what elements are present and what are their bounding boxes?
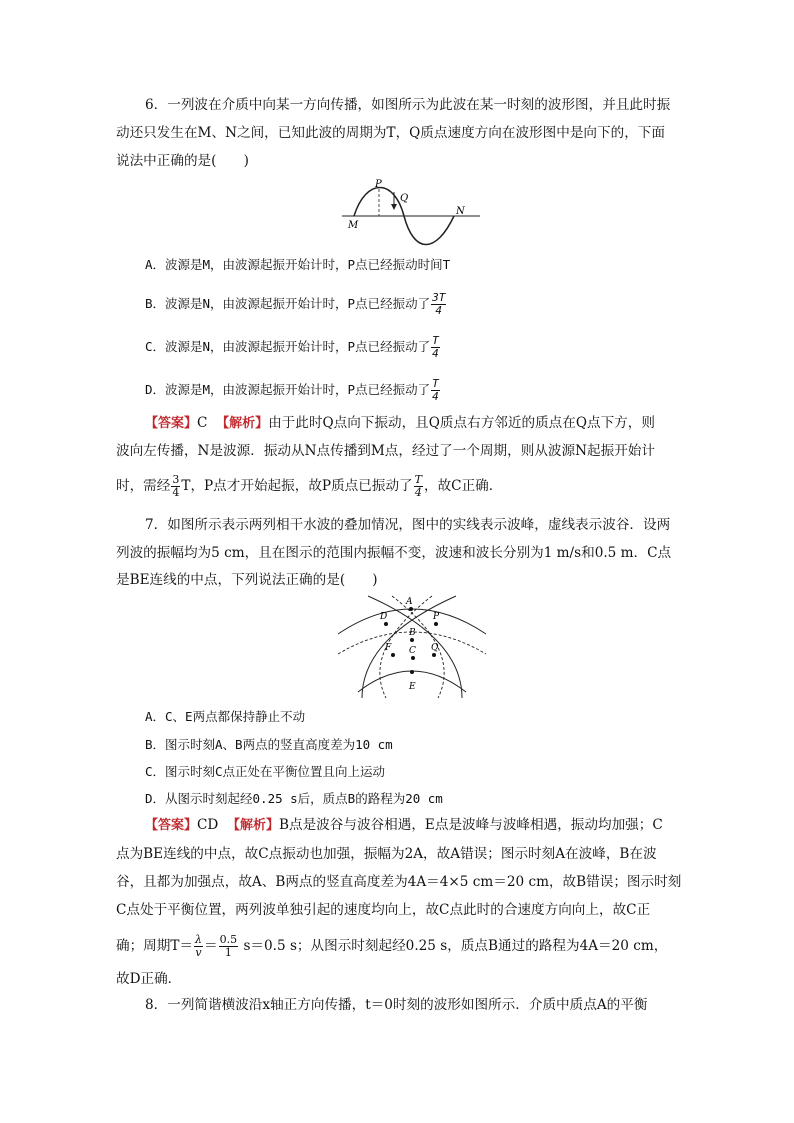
q6-option-a: A．波源是M，由波源起振开始计时，P点已经振动时间T bbox=[145, 257, 451, 272]
q7-label-b: B bbox=[409, 628, 416, 638]
q6-stem-line-3: 说法中正确的是( ) bbox=[116, 153, 249, 169]
q7-option-c: C．图示时刻C点正处在平衡位置且向上运动 bbox=[145, 764, 386, 779]
q6-option-d-fraction: $\frac{T}{4}$ bbox=[432, 377, 439, 403]
q6-stem-line-1: 6．一列波在介质中向某一方向传播，如图所示为此波在某一时刻的波形图，并且此时振 bbox=[145, 97, 671, 113]
q6-option-c-fraction: $\frac{T}{4}$ bbox=[432, 334, 439, 360]
q7-analysis-frac-lambda-v: $\frac{\lambda}{v}$ bbox=[195, 933, 203, 959]
q7-option-a: A．C、E两点都保持静止不动 bbox=[145, 709, 306, 724]
q7-analysis-line-1: 【答案】CD 【解析】B点是波谷与波谷相遇，E点是波峰与波峰相遇，振动均加强；C bbox=[145, 817, 663, 833]
q7-answer: CD bbox=[197, 817, 219, 833]
q7-analysis-line-3: 谷，且都为加强点，故A、B两点的竖直高度差为4A＝4×5 cm＝20 cm，故B错误；图示时刻 bbox=[116, 874, 682, 890]
q6-option-c bbox=[145, 335, 441, 360]
q7-label-c: C bbox=[409, 646, 416, 656]
q6-option-b-text: B．波源是N，由波源起振开始计时，P点已经振动了 bbox=[145, 296, 431, 311]
q8-stem-line-1: 8．一列简谐横波沿x轴正方向传播，t＝0时刻的波形如图所示．介质中质点A的平衡 bbox=[145, 997, 648, 1013]
q6-option-d-text: D．波源是M，由波源起振开始计时，P点已经振动了 bbox=[145, 382, 431, 397]
q6-label-q: Q bbox=[400, 193, 409, 204]
q7-label-d: D bbox=[380, 612, 388, 622]
q7-stem-line-2: 列波的振幅均为5 cm，且在图示的范围内振幅不变，波速和波长分别为1 m/s和0.5 m．C点 bbox=[116, 545, 672, 561]
q7-analysis-line-2: 点为BE连线的中点，故C点振动也加强，振幅为2A，故A错误；图示时刻A在波峰，B在波 bbox=[116, 846, 657, 862]
q7-analysis-line-4: C点处于平衡位置，两列波单独引起的速度均向上，故C点此时的合速度方向向上，故C正 bbox=[116, 902, 651, 918]
q7-label-a: A bbox=[406, 597, 413, 607]
q7-option-d: D．从图示时刻起经0.25 s后，质点B的路程为20 cm bbox=[145, 791, 443, 806]
q7-label-f: F bbox=[385, 643, 392, 653]
q7-stem-line-1: 7．如图所示表示两列相干水波的叠加情况，图中的实线表示波峰，虚线表示波谷．设两 bbox=[145, 517, 671, 533]
q7-label-q: Q bbox=[431, 643, 439, 653]
q7-option-b: B．图示时刻A、B两点的竖直高度差为10 cm bbox=[145, 737, 393, 752]
q6-option-b-fraction: $\frac{3T}{4}$ bbox=[432, 291, 446, 317]
q6-answer: C bbox=[197, 415, 208, 431]
q7-interference-figure bbox=[334, 592, 494, 700]
q6-label-n: N bbox=[456, 206, 465, 217]
q6-label-p: P bbox=[375, 179, 382, 190]
q6-analysis-line-3: 时，需经 $\frac{3}{4}$ T，P点才开始起振，故P质点已振动了 $\frac{T}{4}$ ，故C正确． bbox=[116, 473, 503, 499]
q7-label-p: P bbox=[433, 612, 440, 622]
q6-wave-figure bbox=[340, 176, 485, 256]
q7-label-e: E bbox=[409, 682, 416, 692]
q6-answer-tag: 【答案】 bbox=[145, 416, 198, 431]
q6-analysis-line-1: 【答案】C 【解析】由于此时Q点向下振动，且Q质点右方邻近的质点在Q点下方，则 bbox=[145, 415, 655, 431]
q6-analysis-line-2: 波向左传播，N是波源．振动从N点传播到M点，经过了一个周期，则从波源N起振开始计 bbox=[116, 443, 655, 459]
q6-option-c-text: C．波源是N，由波源起振开始计时，P点已经振动了 bbox=[145, 339, 431, 354]
q6-option-d bbox=[145, 378, 441, 403]
q7-analysis-line-5: 确；周期T＝ $\frac{\lambda}{v}$ ＝ $\frac{0.5}{1}$ s＝0.5 s；从图示时刻起经0.25 s，质点B通过的路程为4A＝20 cm， bbox=[116, 933, 668, 959]
q6-stem-line-2: 动还只发生在M、N之间，已知此波的周期为T，Q质点速度方向在波形图中是向下的，下面 bbox=[116, 125, 665, 141]
q6-analysis-frac-3-4: $\frac{3}{4}$ bbox=[172, 473, 180, 499]
q6-option-b bbox=[145, 292, 447, 317]
q6-analysis-tag: 【解析】 bbox=[216, 416, 269, 431]
q7-analysis-tag: 【解析】 bbox=[226, 818, 279, 833]
q7-answer-tag: 【答案】 bbox=[145, 818, 198, 833]
q7-analysis-frac-05-1: $\frac{0.5}{1}$ bbox=[219, 933, 238, 959]
q6-label-m: M bbox=[348, 220, 359, 231]
q6-analysis-frac-t-4: $\frac{T}{4}$ bbox=[414, 473, 422, 499]
q7-analysis-line-6: 故D正确． bbox=[116, 971, 182, 987]
q7-stem-line-3: 是BE连线的中点，下列说法正确的是( ) bbox=[116, 572, 378, 588]
